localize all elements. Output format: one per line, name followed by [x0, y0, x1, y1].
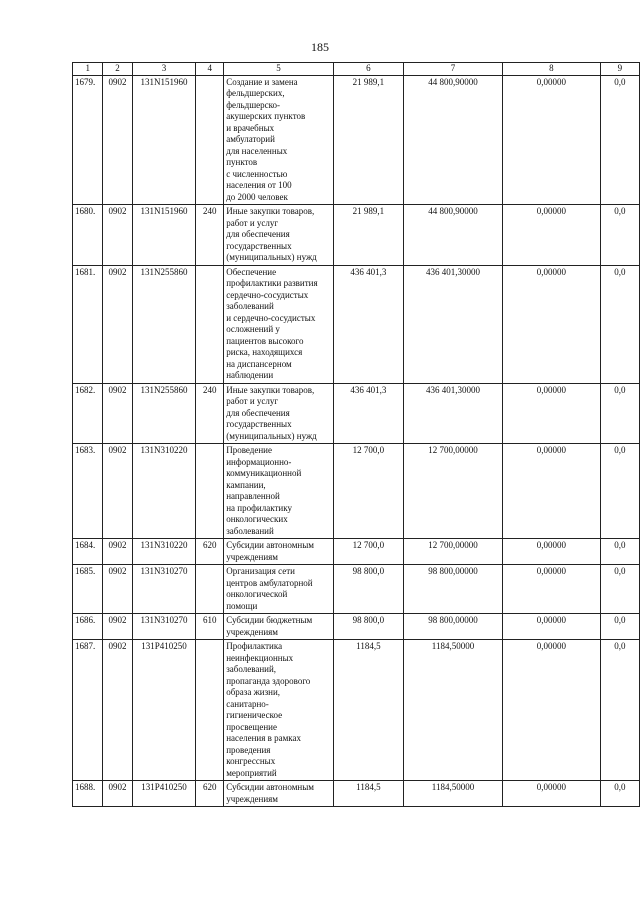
row-number: 1685.	[73, 565, 103, 614]
row-number: 1683.	[73, 444, 103, 539]
page-number: 185	[311, 40, 329, 54]
amount-col-8: 0,00000	[503, 383, 601, 444]
section-code: 0902	[103, 205, 132, 266]
column-header-7: 7	[404, 63, 503, 76]
amount-col-7: 1184,50000	[404, 640, 503, 781]
target-article-code: 131N151960	[132, 75, 196, 205]
table-row	[73, 539, 640, 565]
item-name: Создание и замена фельдшерских, фельдшерско- акушерских пунктов и врачебных амбулаторий для населенных пунктов с численностью населения от 100 до 2000 человек	[224, 75, 334, 205]
table-row	[73, 781, 640, 807]
amount-col-8: 0,00000	[503, 205, 601, 266]
expense-type-code	[196, 640, 224, 781]
item-name: Субсидии автономным учреждениям	[224, 539, 334, 565]
table-row	[73, 265, 640, 383]
table-row	[73, 75, 640, 205]
target-article-code: 131P410250	[132, 640, 196, 781]
amount-col-7: 44 800,90000	[404, 75, 503, 205]
target-article-code: 131P410250	[132, 781, 196, 807]
amount-col-7: 436 401,30000	[404, 265, 503, 383]
expense-type-code: 620	[196, 539, 224, 565]
item-name: Иные закупки товаров, работ и услуг для обеспечения государственных (муниципальных) нужд	[224, 383, 334, 444]
target-article-code: 131N310270	[132, 565, 196, 614]
column-header-1: 1	[73, 63, 103, 76]
amount-col-9: 0,0	[600, 205, 639, 266]
section-code: 0902	[103, 75, 132, 205]
amount-col-9: 0,0	[600, 640, 639, 781]
expense-type-code	[196, 444, 224, 539]
amount-col-7: 98 800,00000	[404, 614, 503, 640]
table-row	[73, 614, 640, 640]
row-number: 1681.	[73, 265, 103, 383]
row-number: 1679.	[73, 75, 103, 205]
amount-col-8: 0,00000	[503, 265, 601, 383]
expense-type-code: 620	[196, 781, 224, 807]
amount-col-6: 1184,5	[333, 640, 403, 781]
amount-col-9: 0,0	[600, 265, 639, 383]
amount-col-8: 0,00000	[503, 781, 601, 807]
section-code: 0902	[103, 565, 132, 614]
amount-col-8: 0,00000	[503, 75, 601, 205]
expense-type-code: 240	[196, 383, 224, 444]
section-code: 0902	[103, 444, 132, 539]
column-header-2: 2	[103, 63, 132, 76]
row-number: 1682.	[73, 383, 103, 444]
budget-table	[72, 62, 640, 807]
amount-col-9: 0,0	[600, 383, 639, 444]
amount-col-8: 0,00000	[503, 640, 601, 781]
expense-type-code: 610	[196, 614, 224, 640]
row-number: 1680.	[73, 205, 103, 266]
table-row	[73, 640, 640, 781]
item-name: Проведение информационно- коммуникационной кампании, направленной на профилактику онкологических заболеваний	[224, 444, 334, 539]
amount-col-8: 0,00000	[503, 444, 601, 539]
item-name: Профилактика неинфекционных заболеваний, пропаганда здорового образа жизни, санитарно- гигиеническое просвещение населения в рамках проведения конгрессных мероприятий	[224, 640, 334, 781]
target-article-code: 131N310270	[132, 614, 196, 640]
amount-col-6: 98 800,0	[333, 565, 403, 614]
amount-col-9: 0,0	[600, 781, 639, 807]
amount-col-6: 436 401,3	[333, 265, 403, 383]
item-name: Обеспечение профилактики развития сердечно-сосудистых заболеваний и сердечно-сосудистых осложнений у пациентов высокого риска, находящихся на диспансерном наблюдении	[224, 265, 334, 383]
amount-col-7: 1184,50000	[404, 781, 503, 807]
expense-type-code	[196, 265, 224, 383]
row-number: 1688.	[73, 781, 103, 807]
table-row	[73, 444, 640, 539]
table-row	[73, 565, 640, 614]
amount-col-8: 0,00000	[503, 614, 601, 640]
expense-type-code	[196, 565, 224, 614]
amount-col-9: 0,0	[600, 539, 639, 565]
amount-col-9: 0,0	[600, 614, 639, 640]
section-code: 0902	[103, 781, 132, 807]
amount-col-8: 0,00000	[503, 565, 601, 614]
target-article-code: 131N310220	[132, 444, 196, 539]
column-header-6: 6	[333, 63, 403, 76]
expense-type-code	[196, 75, 224, 205]
row-number: 1687.	[73, 640, 103, 781]
amount-col-6: 12 700,0	[333, 444, 403, 539]
column-header-3: 3	[132, 63, 196, 76]
column-header-8: 8	[503, 63, 601, 76]
section-code: 0902	[103, 265, 132, 383]
amount-col-6: 21 989,1	[333, 75, 403, 205]
table-row	[73, 383, 640, 444]
row-number: 1686.	[73, 614, 103, 640]
amount-col-7: 12 700,00000	[404, 444, 503, 539]
section-code: 0902	[103, 640, 132, 781]
amount-col-7: 12 700,00000	[404, 539, 503, 565]
target-article-code: 131N255860	[132, 383, 196, 444]
item-name: Организация сети центров амбулаторной онкологической помощи	[224, 565, 334, 614]
section-code: 0902	[103, 383, 132, 444]
amount-col-7: 44 800,90000	[404, 205, 503, 266]
column-header-5: 5	[224, 63, 334, 76]
amount-col-6: 436 401,3	[333, 383, 403, 444]
amount-col-9: 0,0	[600, 444, 639, 539]
amount-col-6: 1184,5	[333, 781, 403, 807]
row-number: 1684.	[73, 539, 103, 565]
table-row	[73, 205, 640, 266]
item-name: Субсидии бюджетным учреждениям	[224, 614, 334, 640]
amount-col-7: 436 401,30000	[404, 383, 503, 444]
section-code: 0902	[103, 539, 132, 565]
target-article-code: 131N255860	[132, 265, 196, 383]
amount-col-6: 21 989,1	[333, 205, 403, 266]
amount-col-9: 0,0	[600, 75, 639, 205]
target-article-code: 131N310220	[132, 539, 196, 565]
amount-col-6: 12 700,0	[333, 539, 403, 565]
section-code: 0902	[103, 614, 132, 640]
amount-col-8: 0,00000	[503, 539, 601, 565]
amount-col-7: 98 800,00000	[404, 565, 503, 614]
column-number-header	[73, 63, 640, 76]
item-name: Субсидии автономным учреждениям	[224, 781, 334, 807]
column-header-4: 4	[196, 63, 224, 76]
amount-col-9: 0,0	[600, 565, 639, 614]
item-name: Иные закупки товаров, работ и услуг для обеспечения государственных (муниципальных) нужд	[224, 205, 334, 266]
amount-col-6: 98 800,0	[333, 614, 403, 640]
target-article-code: 131N151960	[132, 205, 196, 266]
column-header-9: 9	[600, 63, 639, 76]
expense-type-code: 240	[196, 205, 224, 266]
